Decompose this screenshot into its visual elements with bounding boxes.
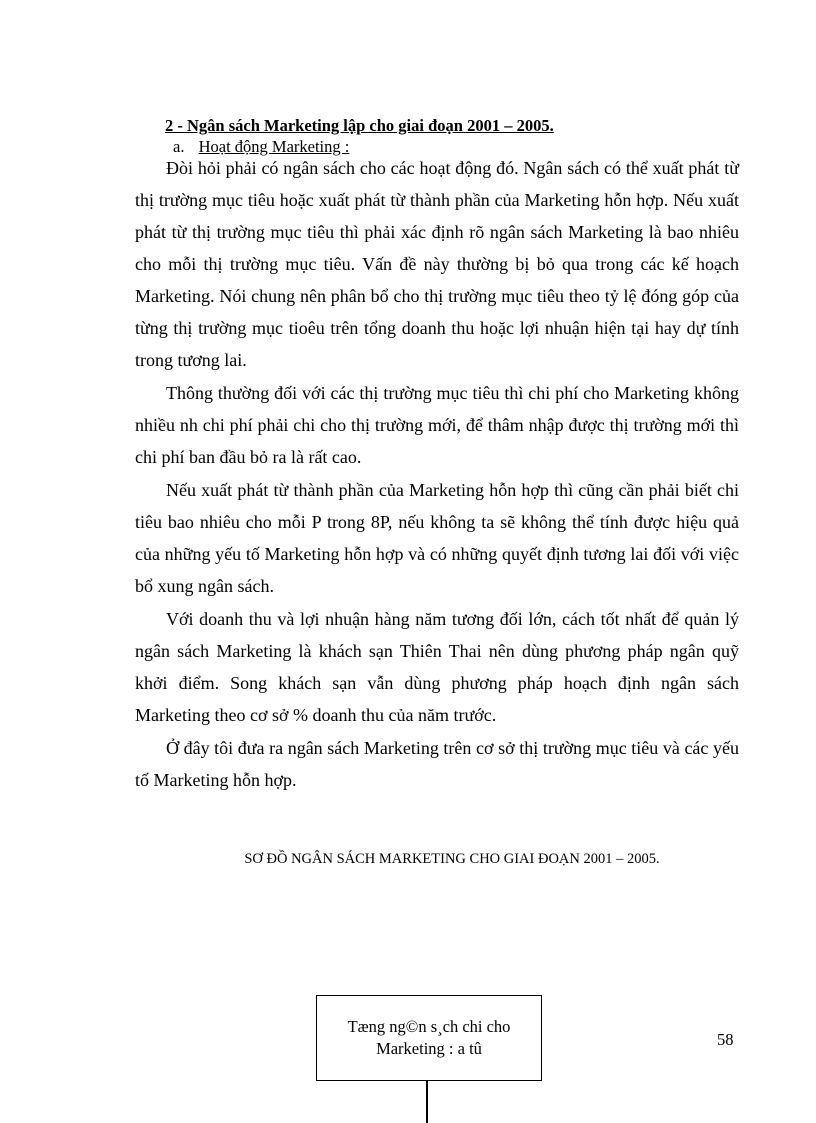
paragraph-1: Đòi hỏi phải có ngân sách cho các hoạt động đó. Ngân sách có thể xuất phát từ thị trường mục tiêu hoặc xuất phát từ thành phần của Marketing hỗn hợp. Nếu xuất phát từ thị trường mục tiêu thì phải xác định rõ ngân sách Marketing là bao nhiêu cho mỗi thị trường mục tiêu. Vấn đề này thường bị bỏ qua trong các kế hoạch Marketing. Nói chung nên phân bổ cho thị trường mục tiêu theo tỷ lệ đóng góp của từng thị trường mục tioêu trên tổng doanh thu hoặc lợi nhuận hiện tại hay dự tính trong tương lai. xyxy=(135,158,739,370)
section-heading: 2 - Ngân sách Marketing lập cho giai đoạn 2001 – 2005. xyxy=(165,116,554,135)
diagram-box-line-2: Marketing : a tû xyxy=(376,1039,482,1058)
diagram-connector-line xyxy=(426,1081,428,1123)
page-number: 58 xyxy=(717,1030,734,1049)
diagram-title: SƠ ĐỒ NGÂN SÁCH MARKETING CHO GIAI ĐOẠN 2001 – 2005. xyxy=(244,851,660,867)
subsection-title: Hoạt động Marketing : xyxy=(198,137,350,156)
diagram-budget-box xyxy=(316,995,542,1081)
paragraph-2: Thông thường đối với các thị trường mục tiêu thì chi phí cho Marketing không nhiều nh chi phí phải chi cho thị trường mới, để thâm nhập được thị trường mới thì chi phí ban đầu bỏ ra là rất cao. xyxy=(135,383,739,467)
paragraph-4: Với doanh thu và lợi nhuận hàng năm tương đối lớn, cách tốt nhất để quản lý ngân sách Marketing là khách sạn Thiên Thai nên dùng phương pháp ngân quỹ khởi điểm. Song khách sạn vẫn dùng phương pháp hoạch định ngân sách Marketing theo cơ sở % doanh thu của năm trước. xyxy=(135,609,739,725)
subsection-label: a. xyxy=(173,137,185,156)
diagram-box-line-1: Tæng ng©n s¸ch chi cho xyxy=(347,1017,511,1036)
paragraph-3: Nếu xuất phát từ thành phần của Marketing hỗn hợp thì cũng cần phải biết chi tiêu bao nhiêu cho mỗi P trong 8P, nếu không ta sẽ không thể tính được hiệu quả của những yếu tố Marketing hỗn hợp và có những quyết định tương lai đối với việc bổ xung ngân sách. xyxy=(135,480,739,596)
body-text xyxy=(135,152,739,796)
paragraph-5: Ở đây tôi đưa ra ngân sách Marketing trên cơ sở thị trường mục tiêu và các yếu tố Marketing hỗn hợp. xyxy=(135,738,739,790)
